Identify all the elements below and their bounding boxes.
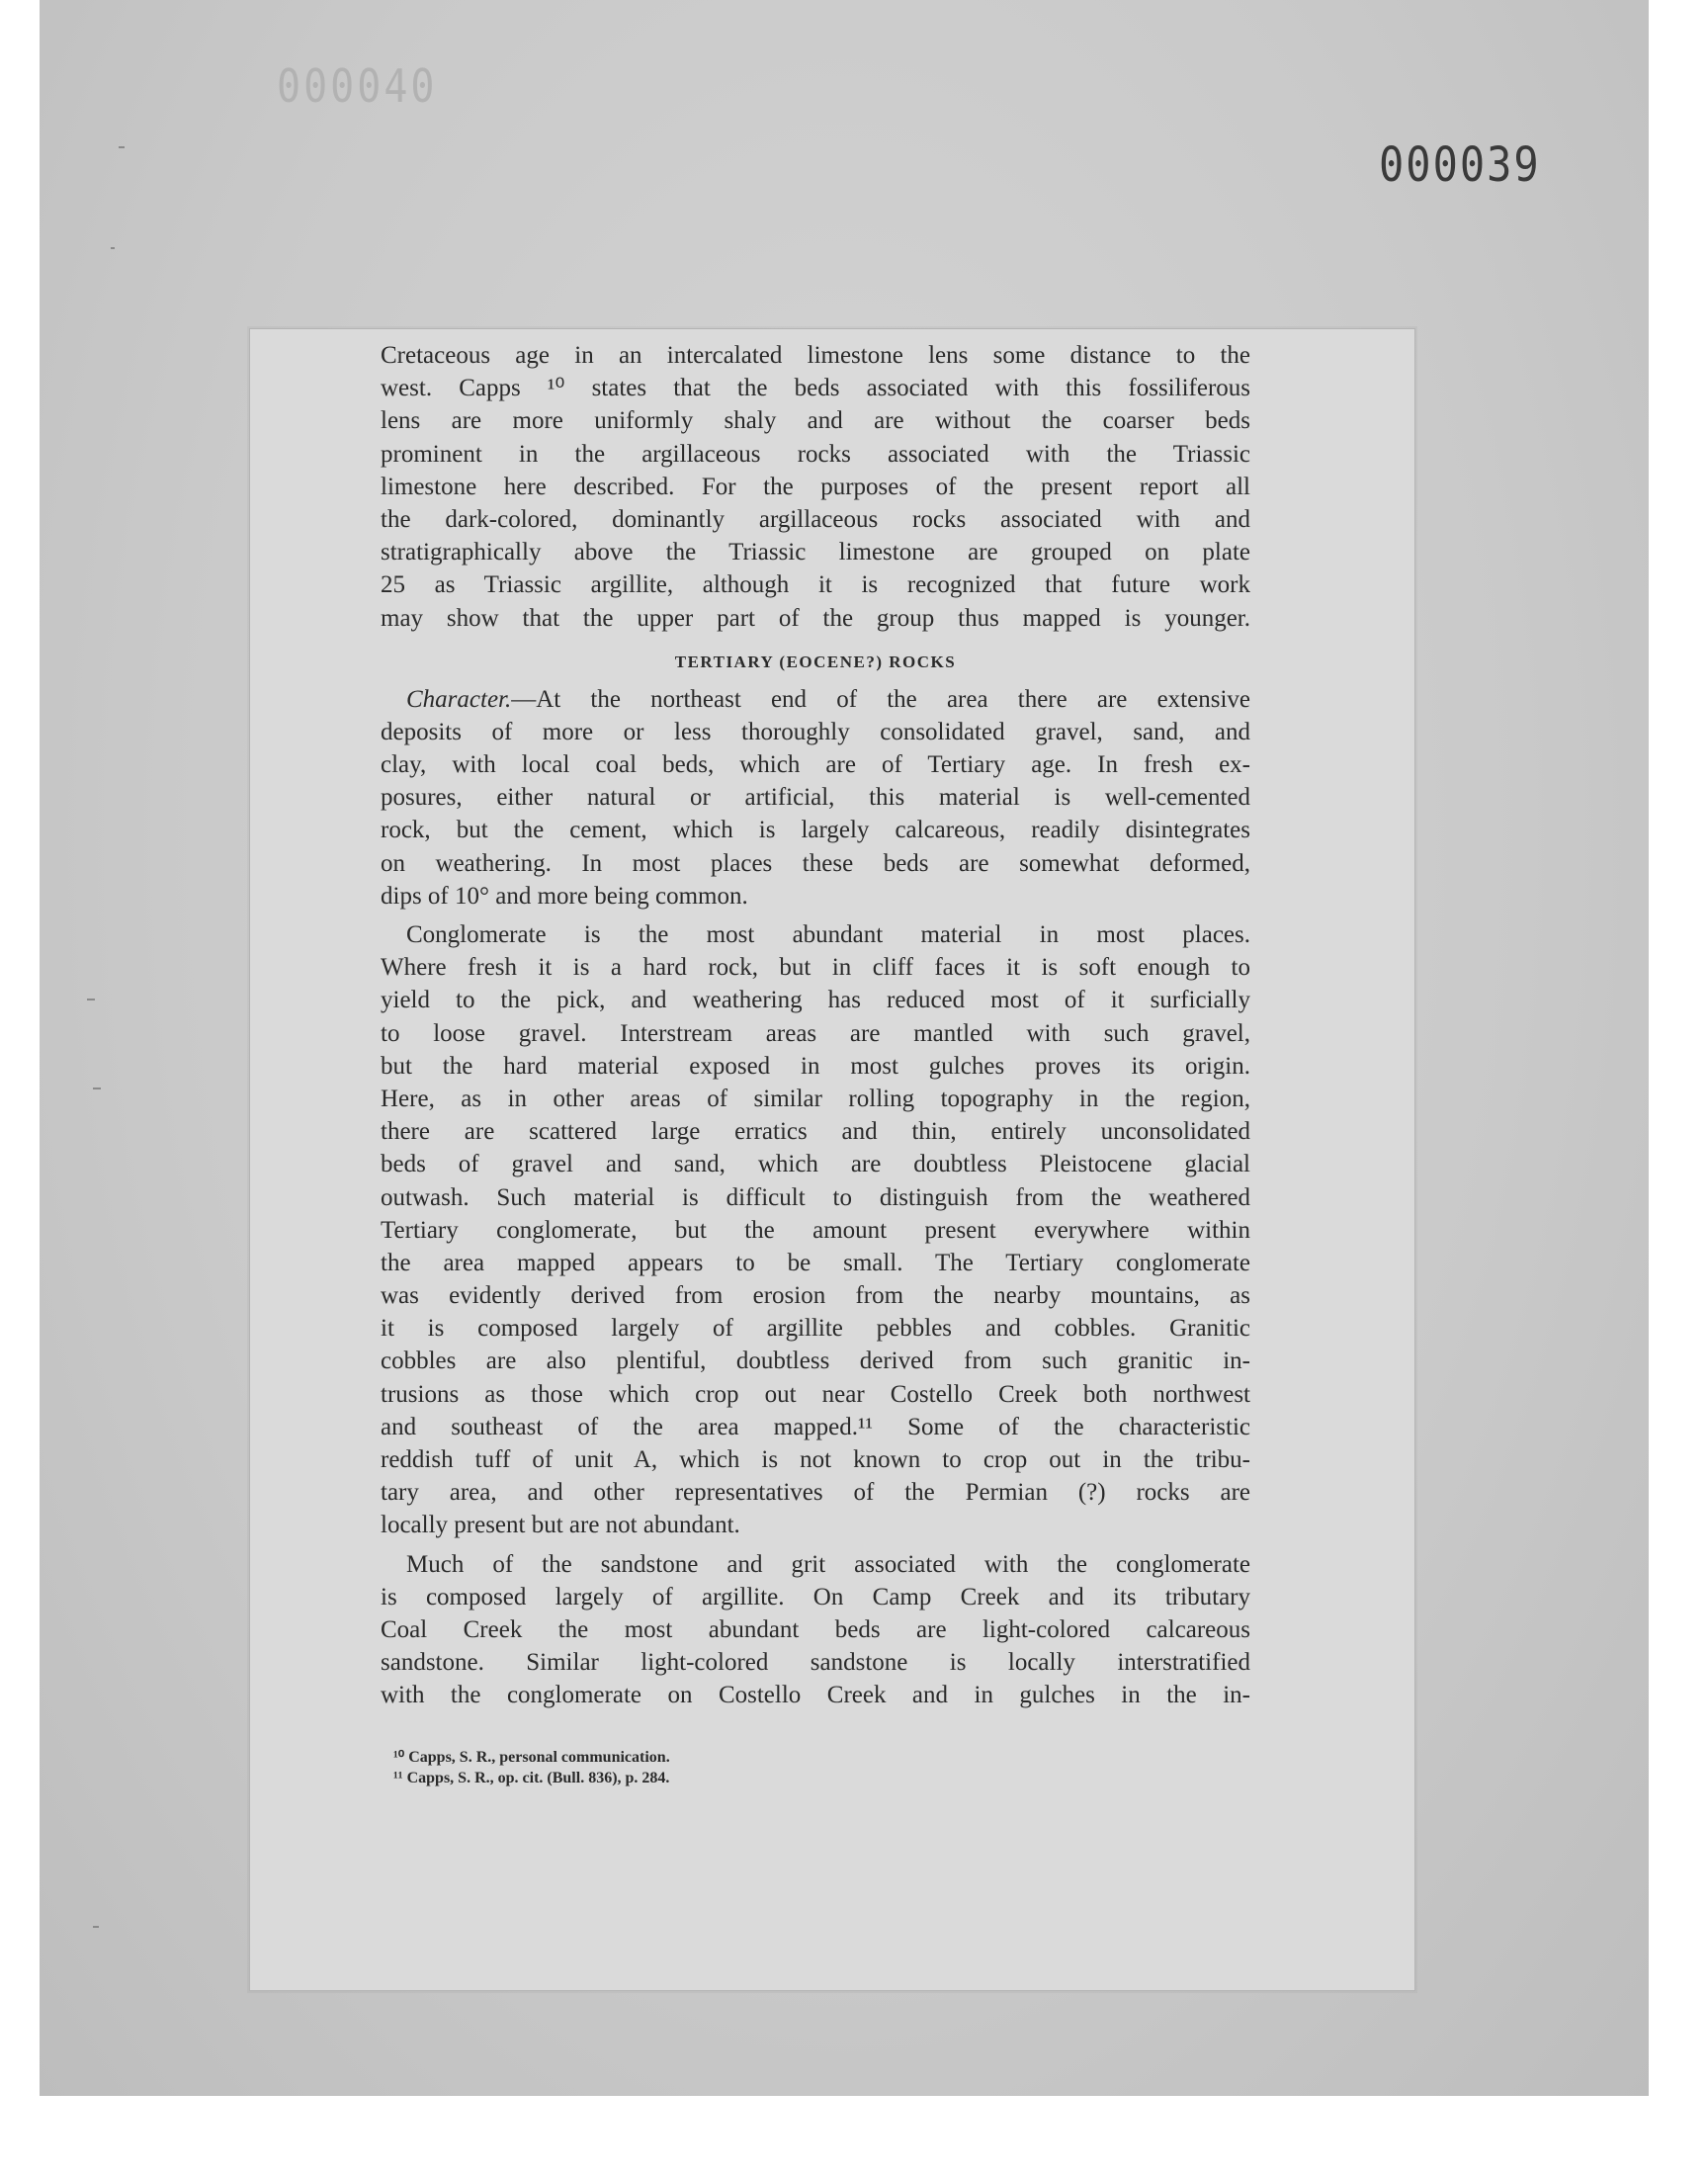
text-line: tary area, and other representatives of the Permian (?) rocks are: [381, 1479, 1250, 1507]
text-line: Coal Creek the most abundant beds are light-colored calcareous: [381, 1615, 1250, 1643]
text-line: rock, but the cement, which is largely calcareous, readily disintegrates: [381, 817, 1250, 844]
text-line: locally present but are not abundant.: [381, 1512, 740, 1539]
text-line: Here, as in other areas of similar rolling topography in the region,: [381, 1085, 1250, 1112]
scan-speck: [93, 1926, 99, 1928]
text-line: Conglomerate is the most abundant material in most places.: [406, 921, 1250, 948]
text-line: Cretaceous age in an intercalated limestone lens some distance to the: [381, 342, 1250, 369]
text-line: on weathering. In most places these beds are somewhat deformed,: [381, 849, 1250, 877]
text-line: the dark-colored, dominantly argillaceous rocks associated with and: [381, 505, 1250, 533]
page-stamp-number: 000039: [1379, 136, 1541, 193]
text-line: is composed largely of argillite. On Camp Creek and its tributary: [381, 1583, 1250, 1610]
text-line: 25 as Triassic argillite, although it is recognized that future work: [381, 571, 1250, 599]
text-line: but the hard material exposed in most gulches proves its origin.: [381, 1052, 1250, 1080]
text-line: it is composed largely of argillite pebbles and cobbles. Granitic: [381, 1315, 1250, 1343]
scan-speck: [93, 1088, 101, 1089]
text-line: was evidently derived from erosion from the nearby mountains, as: [381, 1282, 1250, 1310]
text-line: Where fresh it is a hard rock, but in cliff faces it is soft enough to: [381, 954, 1250, 982]
text-line: dips of 10° and more being common.: [381, 882, 748, 910]
text-line: stratigraphically above the Triassic limestone are grouped on plate: [381, 539, 1250, 566]
text-line: west. Capps ¹⁰ states that the beds associated with this fossiliferous: [381, 375, 1250, 402]
document-page: [249, 328, 1415, 1991]
scan-speck: [111, 247, 115, 249]
body-text: [381, 339, 1250, 1712]
paragraph-lead-italic: Character.: [406, 685, 512, 713]
scan-speck: [119, 146, 125, 148]
text-line: Tertiary conglomerate, but the amount present everywhere within: [381, 1216, 1250, 1244]
section-heading: TERTIARY (EOCENE?) ROCKS: [674, 652, 957, 671]
faded-stamp-number: 000040: [277, 60, 438, 114]
text-line: sandstone. Similar light-colored sandstone is locally interstratified: [381, 1649, 1250, 1677]
text-line: clay, with local coal beds, which are of Tertiary age. In fresh ex-: [381, 751, 1250, 779]
text-line: prominent in the argillaceous rocks associated with the Triassic: [381, 440, 1250, 468]
text-line: outwash. Such material is difficult to distinguish from the weathered: [381, 1183, 1250, 1211]
text-line: limestone here described. For the purposes of the present report all: [381, 473, 1250, 500]
text-line: Much of the sandstone and grit associated with the conglomerate: [406, 1550, 1250, 1578]
text-line: trusions as those which crop out near Costello Creek both northwest: [381, 1380, 1250, 1408]
text-line: may show that the upper part of the group thus mapped is younger.: [381, 604, 1250, 632]
text-line: the area mapped appears to be small. The Tertiary conglomerate: [381, 1249, 1250, 1276]
text-line: deposits of more or less thoroughly consolidated gravel, sand, and: [381, 718, 1250, 745]
footnote: ¹⁰ Capps, S. R., personal communication.: [393, 1749, 670, 1766]
text-line: and southeast of the area mapped.¹¹ Some of the characteristic: [381, 1413, 1250, 1440]
text-fragment: —At the northeast end of the area there are extensive: [511, 685, 1250, 713]
text-line: there are scattered large erratics and thin, entirely unconsolidated: [381, 1118, 1250, 1146]
footnote: ¹¹ Capps, S. R., op. cit. (Bull. 836), p. 284.: [393, 1770, 670, 1786]
footnotes: [393, 1747, 670, 1788]
text-line: lens are more uniformly shaly and are without the coarser beds: [381, 407, 1250, 435]
text-line: beds of gravel and sand, which are doubtless Pleistocene glacial: [381, 1151, 1250, 1178]
text-line: to loose gravel. Interstream areas are mantled with such gravel,: [381, 1019, 1250, 1047]
text-line: cobbles are also plentiful, doubtless derived from such granitic in-: [381, 1348, 1250, 1375]
text-line: posures, either natural or artificial, this material is well-cemented: [381, 784, 1250, 812]
scan-speck: [87, 999, 95, 1000]
text-line: [381, 683, 1250, 716]
text-line: yield to the pick, and weathering has reduced most of it surficially: [381, 987, 1250, 1014]
text-line: with the conglomerate on Costello Creek and in gulches in the in-: [381, 1682, 1250, 1709]
text-line: reddish tuff of unit A, which is not known to crop out in the tribu-: [381, 1446, 1250, 1473]
